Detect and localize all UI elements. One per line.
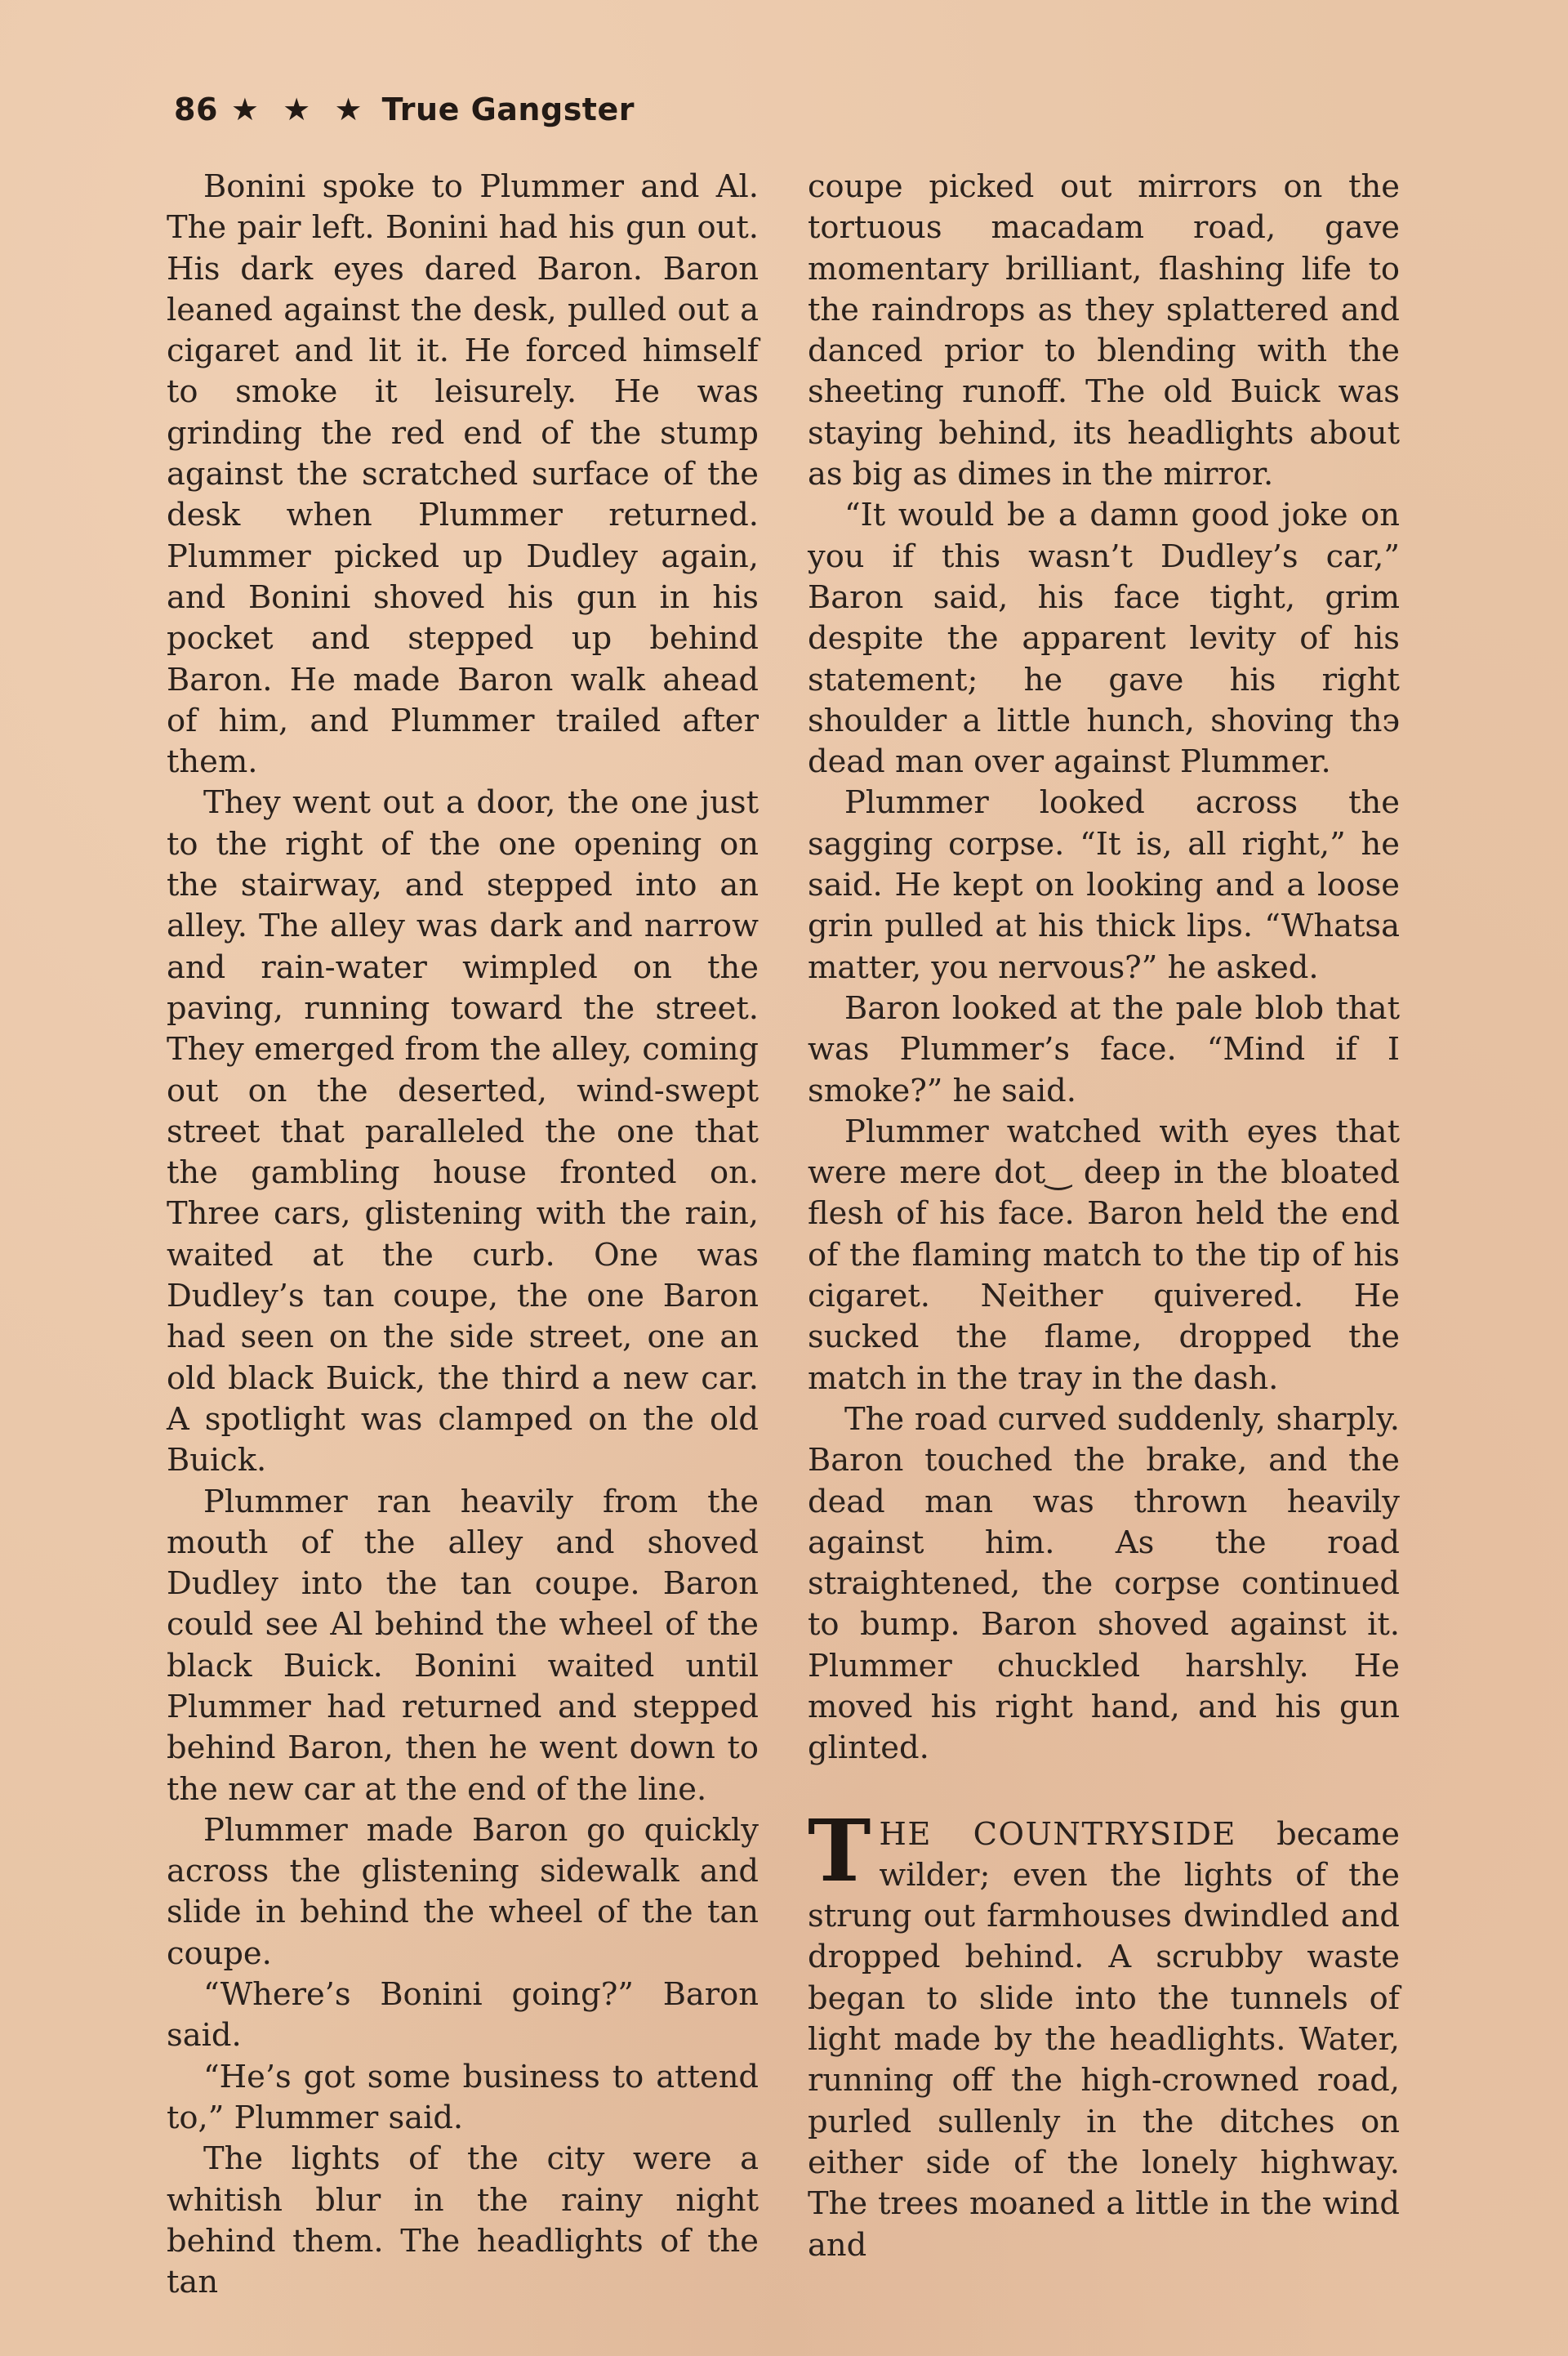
paragraph: Plummer watched with eyes that were mere dot‿ deep in the bloated flesh of his face. Baron held the end of the flaming match to the tip of his cigaret. Neither quivered. He sucked the flame, dropped the match in the tray in the dash. — [808, 1113, 1400, 1397]
paragraph: Bonini spoke to Plummer and Al. The pair left. Bonini had his gun out. His dark eyes dared Baron. Baron leaned against the desk, pulled out a cigaret and lit it. He forced himself to smoke it leisurely. He was grinding the red end of the stump against the scratched surface of the desk when Plummer returned. Plummer picked up Dudley again, and Bonini shoved his gun in his pocket and stepped up behind Baron. He made Baron walk ahead of him, and Plummer trailed after them. — [167, 168, 759, 781]
paragraph: Plummer ran heavily from the mouth of the alley and shoved Dudley into the tan coupe. Baron could see Al behind the wheel of the black Buick. Bonini waited until Plummer had returned and stepped behind Baron, then he went down to the new car at the end of the line. — [167, 1483, 759, 1808]
paragraph: They went out a door, the one just to the right of the one opening on the stairway, and stepped into an alley. The alley was dark and narrow and rain-water wimpled on the paving, running toward the street. They emerged from the alley, coming out on the deserted, wind-swept street that paralleled the one that the gambling house fronted on. Three cars, glistening with the rain, waited at the curb. One was Dudley’s tan coupe, the one Baron had seen on the side street, one an old black Buick, the third a new car. A spotlight was clamped on the old Buick. — [167, 784, 759, 1479]
section-lead-in: HE COUNTRYSIDE — [879, 1815, 1236, 1853]
left-column — [167, 167, 759, 2303]
paragraph: The lights of the city were a whitish blur in the rainy night behind them. The headlights of the tan — [167, 2140, 759, 2301]
paragraph: The road curved suddenly, sharply. Baron touched the brake, and the dead man was thrown heavily against him. As the road straightened, the corpse continued to bump. Baron shoved against it. Plummer chuckled harshly. He moved his right hand, and his gun glinted. — [808, 1400, 1400, 1767]
paragraph: “It would be a damn good joke on you if this wasn’t Dudley’s car,” Baron said, his face tight, grim despite the apparent levity of his statement; he gave his right shoulder a little hunch, shoving th϶ dead man over against Plummer. — [808, 497, 1400, 781]
right-column — [808, 167, 1400, 2266]
paragraph: “He’s got some business to attend to,” Plummer said. — [167, 2058, 759, 2136]
drop-cap: T — [808, 1800, 871, 1901]
paragraph: Baron looked at the pale blob that was Plummer’s face. “Mind if I smoke?” he said. — [808, 989, 1400, 1109]
paragraph: Plummer made Baron go quickly across the glistening sidewalk and slide in behind the wheel of the tan coupe. — [167, 1811, 759, 1972]
magazine-title: True Gangster — [381, 91, 635, 127]
running-head — [174, 91, 635, 127]
continued-paragraph: coupe picked out mirrors on the tortuous macadam road, gave momentary brilliant, flashing life to the raindrops as they splattered and danced prior to blending with the sheeting runoff. The old Buick was staying behind, its headlights about as big as dimes in the mirror. — [808, 168, 1400, 493]
page-number: 86 — [174, 91, 218, 127]
paragraph: “Where’s Bonini going?” Baron said. — [167, 1976, 759, 2055]
section-opening-paragraph — [808, 1800, 1400, 2266]
paragraph: Plummer looked across the sagging corpse. “It is, all right,” he said. He kept on looking and a loose grin pulled at his thick lips. “Whatsa matter, you nervous?” he asked. — [808, 784, 1400, 986]
section-text: became wilder; even the lights of the strung out farmhouses dwindled and dropped behind. A scrubby waste began to slide into the tunnels of light made by the headlights. Water, running off the high-crowned road, purled sullenly in the ditches on either side of the lonely highway. The trees moaned a little in the wind and — [808, 1815, 1400, 2264]
star-ornaments: ★ ★ ★ — [230, 91, 369, 127]
